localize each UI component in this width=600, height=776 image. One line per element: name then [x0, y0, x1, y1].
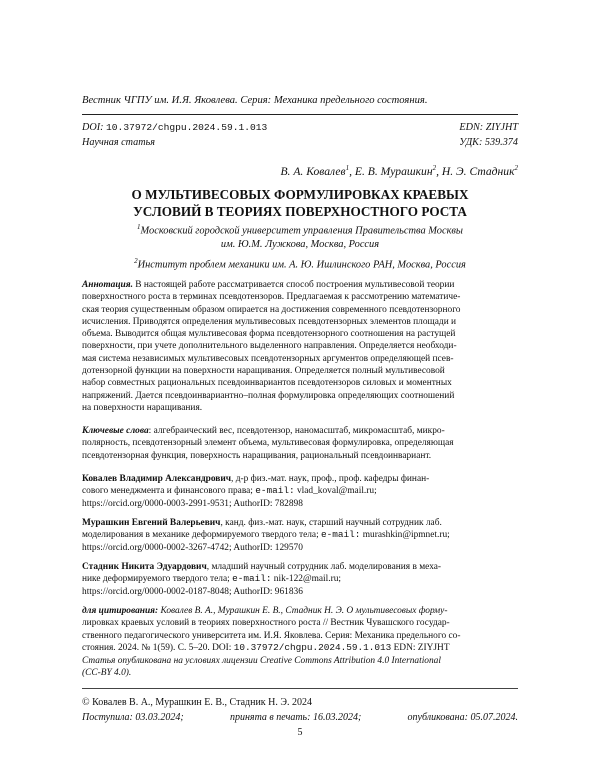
author-list: В. А. Ковалев$^1$, Е. В. Мурашкин$^2$, Н. Э. Стадник$^2$	[280, 164, 518, 178]
keywords-line: полярность, псевдотензорный элемент объема, мультивесовая формулировка, определяющая	[82, 438, 454, 449]
author-info-2	[82, 517, 518, 554]
author-1: В. А. Ковалев	[280, 164, 346, 178]
citation-text: стояния. 2024. № 1(59). С. 5–20. DOI:	[82, 642, 234, 653]
aff-1-sup: 1	[137, 223, 141, 231]
abstract-line: В настоящей работе рассматривается способ построения мультивесовой теории	[132, 280, 455, 290]
abstract	[82, 279, 518, 414]
author-3: Н. Э. Стадник	[441, 164, 515, 178]
abstract-line: ская теория существенным образом опирается на достижения современного псевдотензорного	[82, 304, 461, 315]
copyright-line: © Ковалев В. А., Мурашкин Е. В., Стадник Н. Э. 2024	[82, 697, 312, 708]
author-email[interactable]: vlad_koval@mail.ru;	[294, 486, 377, 497]
author-orcid[interactable]: https://orcid.org/0000-0002-3267-4742; AuthorID: 129570	[82, 542, 303, 553]
abstract-line: на поверхности наращивания.	[82, 402, 203, 413]
aff-2-sup: 2	[134, 257, 138, 265]
license-line-1: Статья опубликована на условиях лицензии Creative Commons Attribution 4.0 International	[82, 656, 441, 666]
author-info-name: Мурашкин Евгений Валерьевич	[82, 518, 221, 528]
doi-value: 10.37972/chgpu.2024.59.1.013	[106, 122, 268, 133]
page-number: 5	[297, 727, 303, 738]
title-line-1: О МУЛЬТИВЕСОВЫХ ФОРМУЛИРОВКАХ КРАЕВЫХ	[131, 187, 469, 202]
email-label: e-mail:	[232, 573, 272, 585]
author-info-text: , канд. физ.-мат. наук, старший научный сотрудник лаб.	[220, 518, 442, 528]
citation-text: ственного педагогического университета им. И.Я. Яковлева. Серия: Механика предельного со-	[82, 630, 461, 641]
date-received: Поступила: 03.03.2024;	[82, 712, 184, 723]
udk-code: УДК: 539.374	[459, 137, 518, 148]
author-info-text: , младший научный сотрудник лаб. моделирования в меха-	[206, 562, 442, 572]
citation-label: для цитирования:	[82, 606, 159, 616]
footer-rule	[82, 688, 518, 689]
date-published: опубликована: 05.07.2024.	[407, 712, 518, 723]
dates-line	[82, 712, 518, 723]
abstract-line: поверхности, при учете дополнительного выделенного направления. Определяется необходи-	[82, 341, 457, 352]
author-3-sup: 2	[514, 164, 518, 172]
citation-doi[interactable]: 10.37972/chgpu.2024.59.1.013	[233, 641, 392, 653]
author-orcid[interactable]: https://orcid.org/0000-0003-2991-9531; AuthorID: 782898	[82, 498, 303, 509]
author-2-sup: 2	[432, 164, 437, 172]
affiliation-1	[82, 221, 518, 251]
citation	[82, 605, 518, 654]
author-info-text: , д-р физ.-мат. наук, проф., проф. кафедры финан-	[231, 474, 430, 484]
author-info-text: нике деформируемого твердого тела;	[82, 574, 233, 585]
abstract-line: дотензорной функции на поверхности наращивания. Определяется полный мультивесовой	[82, 366, 445, 377]
abstract-label: Аннотация.	[82, 280, 133, 290]
author-email[interactable]: nik-122@mail.ru;	[271, 574, 342, 585]
edn-code: EDN: ZIYJHT	[459, 122, 518, 133]
keywords-label: Ключевые слова	[82, 426, 149, 436]
author-info-text: моделирования в механике деформируемого твердого тела;	[82, 530, 322, 541]
citation-text: EDN: ZIYJHT	[391, 642, 450, 653]
journal-header: Вестник ЧГПУ им. И.Я. Яковлева. Серия: Механика предельного состояния.	[82, 95, 428, 106]
abstract-line: объема. Выводится общая мультивесовая форма псевдотензорного соотношения на растущей	[82, 329, 456, 340]
article-title	[82, 186, 518, 220]
abstract-line: мая система независимых мультивесовых псевдотензорных аргументов определяющей псев-	[82, 353, 454, 364]
author-1-sup: 1	[345, 164, 350, 172]
abstract-line: набор совместных рациональных псевдоинвариантов псевдотензоров силовых и моментных	[82, 378, 452, 389]
author-orcid[interactable]: https://orcid.org/0000-0002-0187-8048; AuthorID: 961836	[82, 586, 303, 597]
article-type: Научная статья	[82, 137, 155, 148]
author-info-name: Стадник Никита Эдуардович	[82, 562, 207, 572]
license-line-2: (CC-BY 4.0).	[82, 668, 132, 679]
author-info-text: сового менеджмента и финансового права;	[82, 486, 256, 497]
header-rule	[82, 114, 518, 115]
doi-prefix: DOI:	[82, 122, 107, 133]
email-label: e-mail:	[321, 529, 361, 541]
author-info-3	[82, 561, 518, 598]
affiliation-2	[82, 257, 518, 270]
doi-line	[82, 122, 267, 133]
citation-text: лировках краевых условий в теориях поверхностного роста // Вестник Чувашского государ-	[82, 618, 450, 629]
author-info-1	[82, 473, 518, 510]
abstract-line: напряжений. Дается псевдоинвариантно–полная формулировка определяющих соотношений	[82, 390, 455, 401]
keywords-line: псевдотензорная функция, поверхность наращивания, рациональный псевдоинвариант.	[82, 450, 432, 461]
title-line-2: УСЛОВИЙ В ТЕОРИЯХ ПОВЕРХНОСТНОГО РОСТА	[133, 204, 467, 219]
date-accepted: принята в печать: 16.03.2024;	[229, 712, 362, 723]
author-info-name: Ковалев Владимир Александрович	[82, 474, 232, 484]
aff-1-line-1: Московский городской университет управления Правительства Москвы	[140, 225, 463, 237]
abstract-line: поверхностного роста в терминах псевдотензоров. Предлагаемая к рассмотрению математиче-	[82, 292, 461, 303]
author-2: Е. В. Мурашкин	[354, 164, 433, 178]
license-note	[82, 655, 518, 680]
author-email[interactable]: murashkin@ipmnet.ru;	[360, 530, 450, 541]
citation-text: Ковалев В. А., Мурашкин Е. В., Стадник Н. Э. О мультивесовых форму-	[158, 606, 448, 616]
keywords	[82, 425, 518, 462]
email-label: e-mail:	[255, 485, 295, 497]
abstract-line: исчисления. Приводятся определения мультивесовых псевдотензорных элементов площади и	[82, 316, 457, 327]
keywords-line: : алгебраический вес, псевдотензор, наномасштаб, микромасштаб, микро-	[148, 426, 445, 436]
aff-1-line-2: им. Ю.М. Лужкова, Москва, Россия	[220, 238, 380, 250]
aff-2-line-1: Институт проблем механики им. А. Ю. Ишлинского РАН, Москва, Россия	[137, 259, 466, 271]
